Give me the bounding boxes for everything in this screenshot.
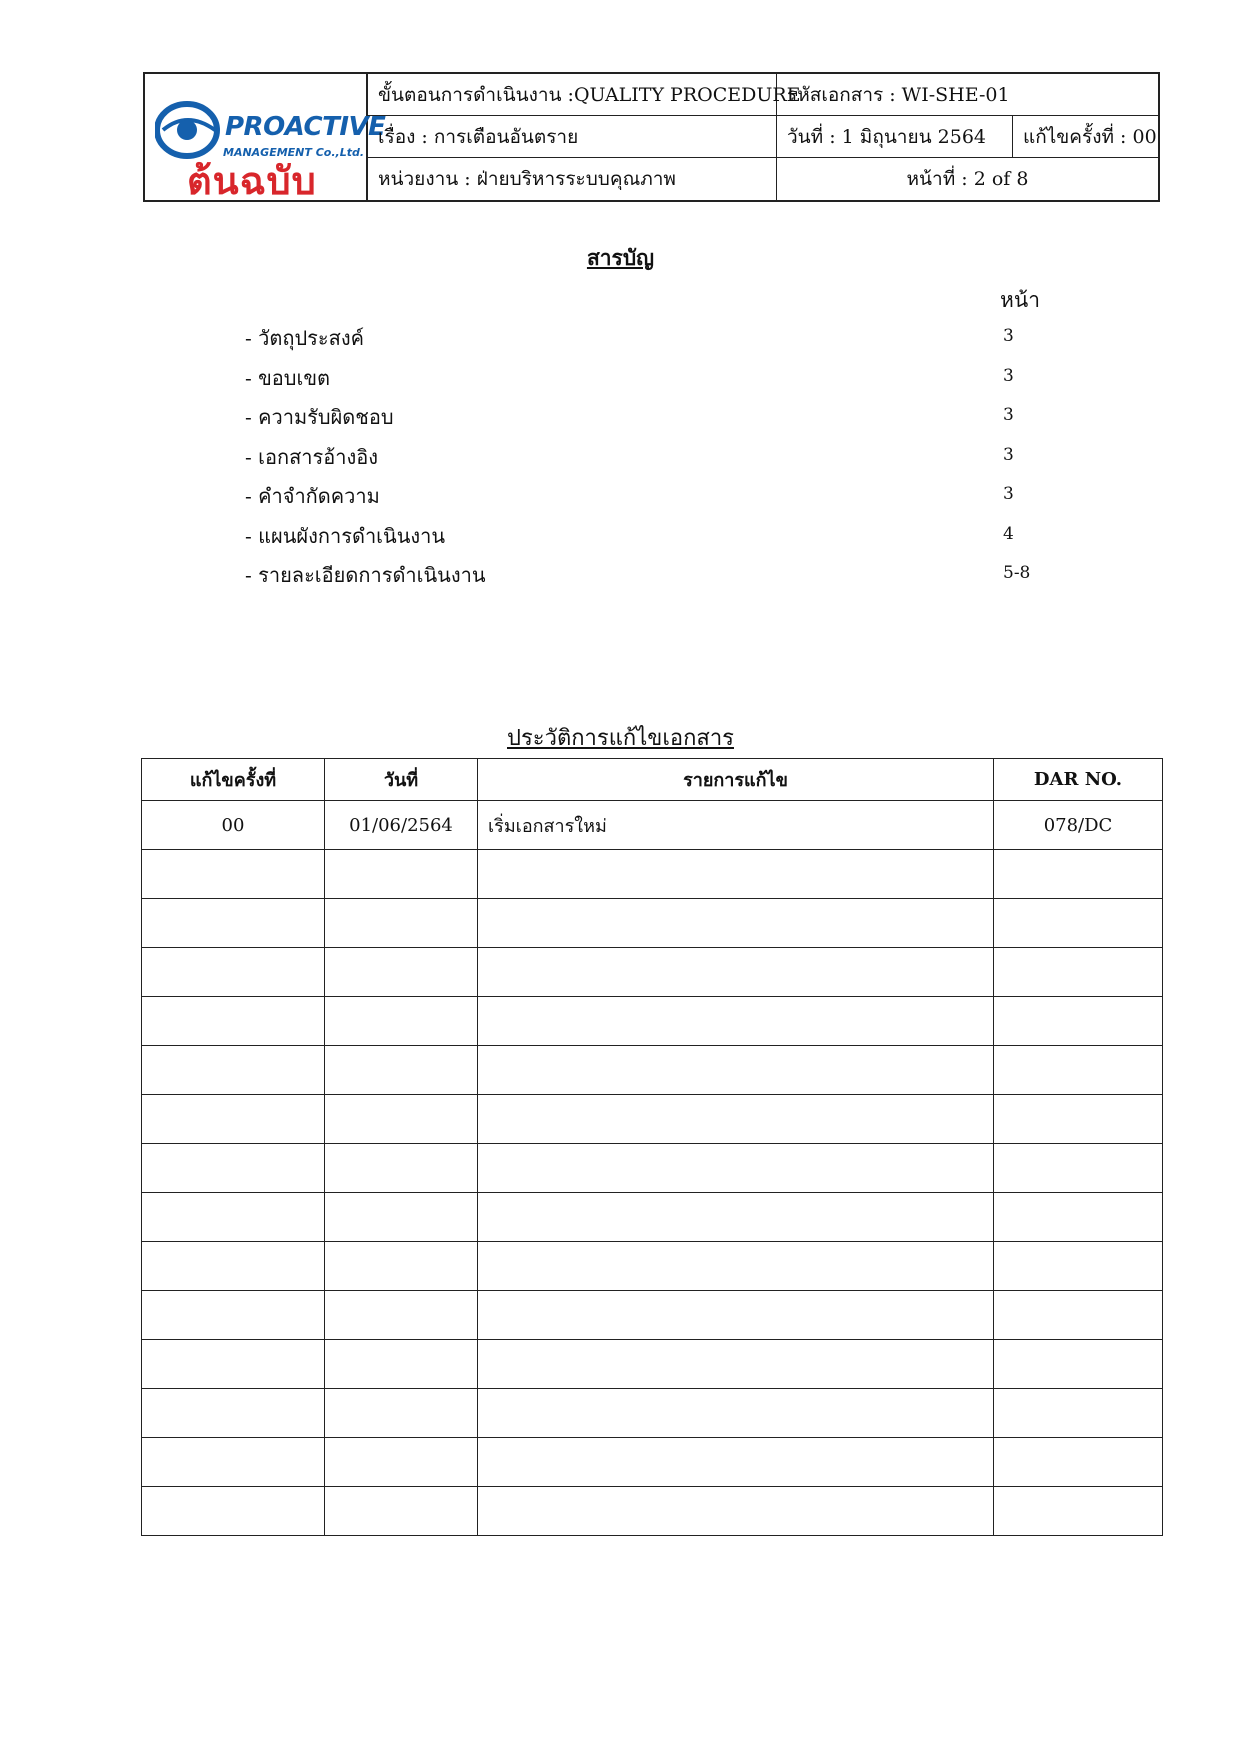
toc-title: สารบัญ (586, 245, 655, 270)
table-cell (142, 997, 325, 1046)
table-cell (325, 1193, 478, 1242)
table-header-row (142, 759, 1163, 801)
table-cell (478, 1095, 994, 1144)
table-cell (478, 1438, 994, 1487)
table-cell (142, 1193, 325, 1242)
table-cell (325, 1095, 478, 1144)
table-cell (478, 850, 994, 899)
table-row (142, 1193, 1163, 1242)
toc-item: - แผนผังการดำเนินงาน 4 (245, 523, 1014, 548)
table-cell (325, 948, 478, 997)
table-cell (325, 997, 478, 1046)
table-cell (994, 1144, 1163, 1193)
table-cell (142, 1144, 325, 1193)
table-cell (142, 1487, 325, 1536)
table-cell (325, 1487, 478, 1536)
table-row (142, 1487, 1163, 1536)
procedure-title: ขั้นตอนการดำเนินงาน :QUALITY PROCEDURE (368, 74, 777, 115)
toc-item: - รายละเอียดการดำเนินงาน 5-8 (245, 563, 1031, 587)
table-cell (142, 1389, 325, 1438)
table-cell (478, 948, 994, 997)
table-cell (994, 899, 1163, 948)
table-cell (994, 1487, 1163, 1536)
table-cell (325, 1389, 478, 1438)
table-cell (142, 1242, 325, 1291)
document-code: รหัสเอกสาร : WI-SHE-01 (787, 83, 1010, 106)
table-row (142, 1389, 1163, 1438)
table-cell (325, 899, 478, 948)
table-cell (994, 850, 1163, 899)
table-cell (142, 850, 325, 899)
column-header: วันที่ (325, 759, 478, 801)
table-row (142, 948, 1163, 997)
toc-item: - ขอบเขต 3 (245, 365, 1014, 390)
table-cell (994, 1193, 1163, 1242)
table-cell (142, 1438, 325, 1487)
revision-number: แก้ไขครั้งที่ : 00 (1023, 125, 1157, 148)
toc-item: - วัตถุประสงค์ 3 (245, 326, 1014, 350)
table-cell (325, 1438, 478, 1487)
table-cell: เริ่มเอกสารใหม่ (478, 801, 994, 850)
table-cell (478, 1046, 994, 1095)
table-cell (142, 948, 325, 997)
table-row (142, 1046, 1163, 1095)
revision-rows (142, 801, 1163, 1536)
table-cell (994, 948, 1163, 997)
table-row (142, 1242, 1163, 1291)
column-header: DAR NO. (994, 759, 1163, 801)
original-stamp: ต้นฉบับ (187, 159, 317, 203)
table-cell (142, 1095, 325, 1144)
table-cell (478, 1291, 994, 1340)
table-cell (325, 850, 478, 899)
logo-subtext: MANAGEMENT Co.,Ltd. (223, 146, 365, 159)
table-cell (325, 1144, 478, 1193)
table-cell (142, 1046, 325, 1095)
header-row-1 (368, 74, 1158, 116)
table-cell (142, 1291, 325, 1340)
toc-item: - เอกสารอ้างอิง 3 (245, 444, 1014, 469)
table-cell: 00 (142, 801, 325, 850)
table-cell (325, 1291, 478, 1340)
table-cell (478, 1487, 994, 1536)
table-row (142, 997, 1163, 1046)
revision-history-table (141, 758, 1163, 1536)
column-header: แก้ไขครั้งที่ (142, 759, 325, 801)
table-row (142, 850, 1163, 899)
table-cell (478, 899, 994, 948)
table-row (142, 1095, 1163, 1144)
table-cell (478, 1193, 994, 1242)
table-cell (994, 1438, 1163, 1487)
column-header: รายการแก้ไข (478, 759, 994, 801)
table-cell (142, 899, 325, 948)
table-cell (478, 997, 994, 1046)
table-cell (325, 1242, 478, 1291)
table-cell (478, 1242, 994, 1291)
table-cell (994, 1242, 1163, 1291)
table-cell (478, 1340, 994, 1389)
toc-page-header: หน้า (1000, 288, 1040, 312)
table-cell: 01/06/2564 (325, 801, 478, 850)
toc-item: - ความรับผิดชอบ 3 (245, 405, 1014, 429)
toc-list (245, 318, 1045, 595)
table-cell (142, 1340, 325, 1389)
table-row (142, 801, 1163, 850)
table-row (142, 1144, 1163, 1193)
toc-item: - คำจำกัดความ 3 (245, 484, 1014, 508)
table-row (142, 1438, 1163, 1487)
logo-text: PROACTIVE (225, 112, 386, 142)
logo-cell (145, 74, 386, 203)
issue-date: วันที่ : 1 มิถุนายน 2564 (777, 116, 1013, 157)
table-cell (325, 1340, 478, 1389)
department: หน่วยงาน : ฝ่ายบริหารระบบคุณภาพ (368, 158, 777, 200)
table-cell (994, 1095, 1163, 1144)
table-cell (994, 1046, 1163, 1095)
page-number: หน้าที่ : 2 of 8 (906, 168, 1029, 190)
header-row-2 (368, 116, 1158, 158)
table-cell (325, 1046, 478, 1095)
table-row (142, 1291, 1163, 1340)
document-header (143, 72, 1160, 202)
header-row-3 (368, 158, 1158, 200)
table-cell (994, 1291, 1163, 1340)
subject: เรื่อง : การเตือนอันตราย (368, 116, 777, 157)
table-cell (994, 1389, 1163, 1438)
table-row (142, 1340, 1163, 1389)
table-row (142, 899, 1163, 948)
table-cell: 078/DC (994, 801, 1163, 850)
table-cell (478, 1144, 994, 1193)
revision-history-title: ประวัติการแก้ไขเอกสาร (507, 726, 734, 751)
table-cell (994, 997, 1163, 1046)
table-cell (994, 1340, 1163, 1389)
company-logo (155, 100, 386, 203)
table-cell (478, 1389, 994, 1438)
